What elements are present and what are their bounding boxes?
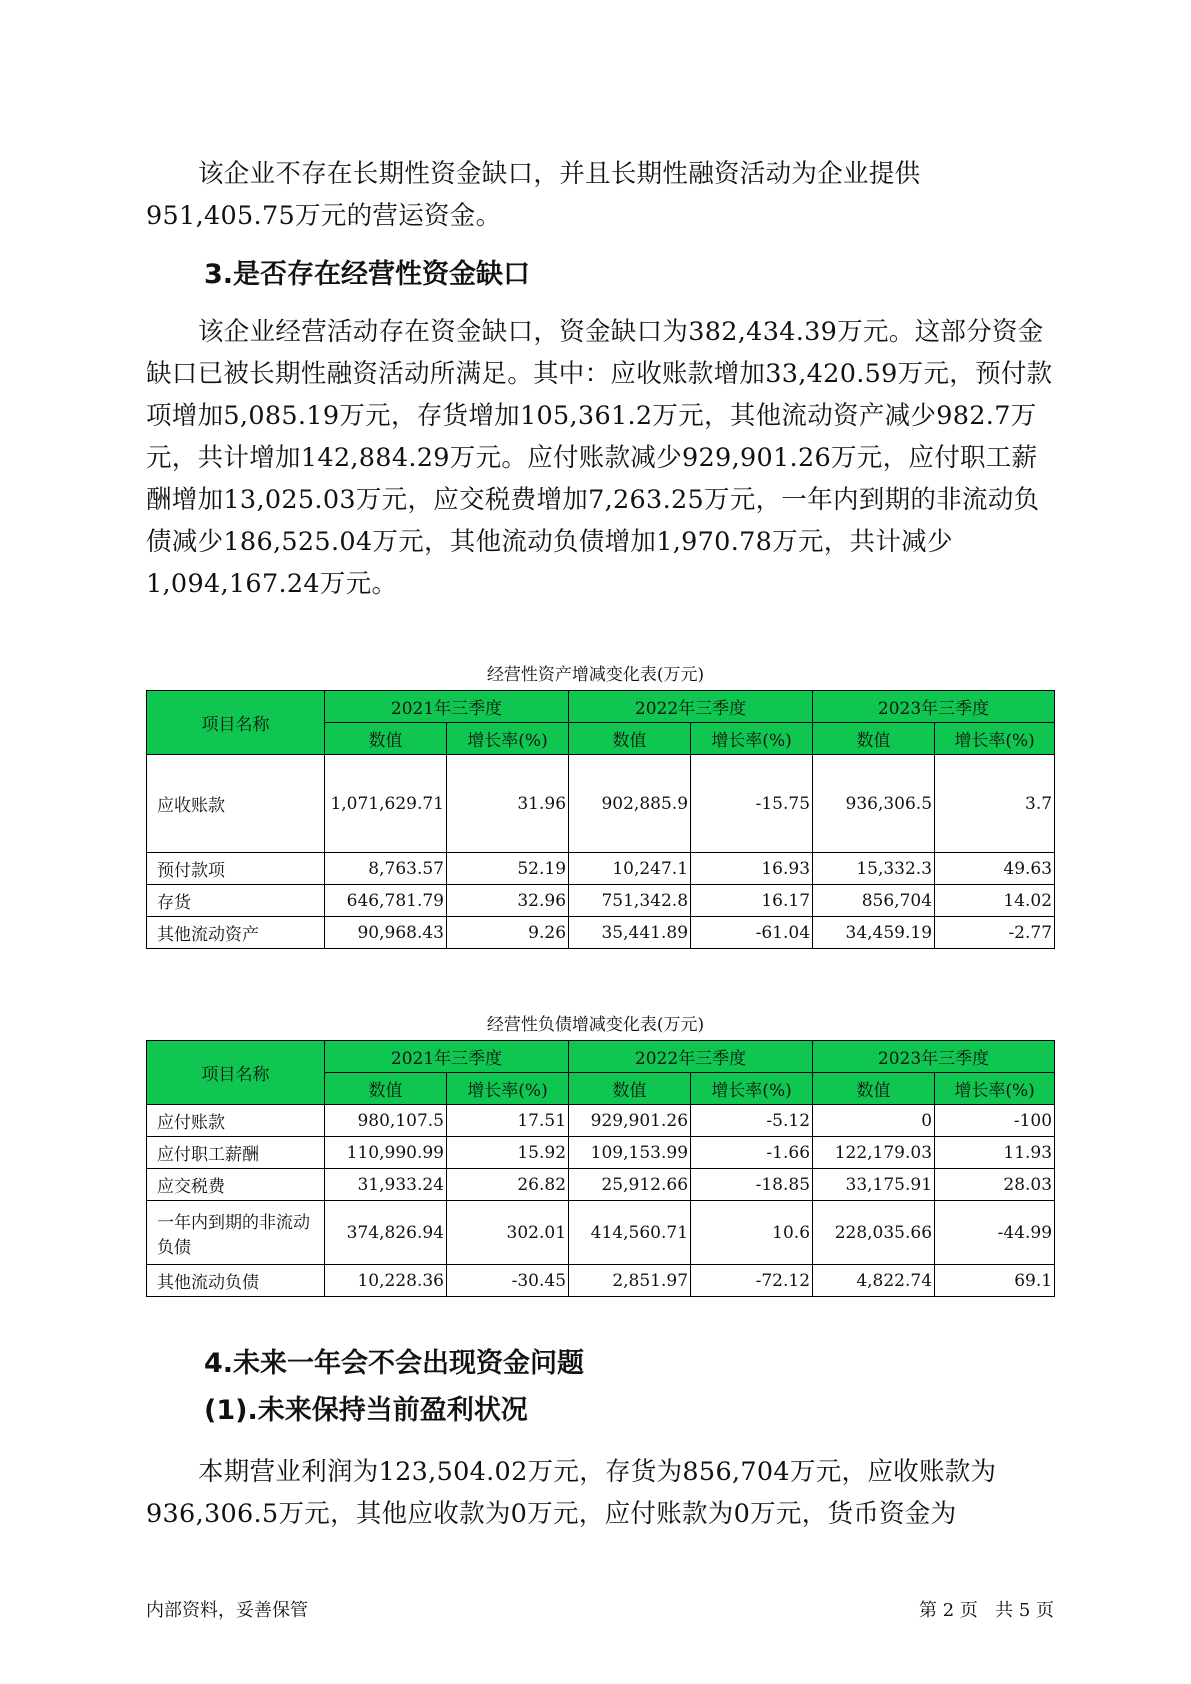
cell: 35,441.89: [569, 917, 691, 949]
cell: 52.19: [447, 853, 569, 885]
cell: 929,901.26: [569, 1105, 691, 1137]
table-row: [147, 1137, 1055, 1169]
row-name: 其他流动资产: [147, 917, 325, 949]
cell: 228,035.66: [813, 1201, 935, 1265]
row-name: 其他流动负债: [147, 1265, 325, 1297]
header-value: 数值: [325, 1073, 447, 1105]
cell: 122,179.03: [813, 1137, 935, 1169]
paragraph-long-term-financing: 该企业不存在长期性资金缺口，并且长期性融资活动为企业提供951,405.75万元的营运资金。: [146, 159, 921, 231]
cell: 10,247.1: [569, 853, 691, 885]
cell: 15.92: [447, 1137, 569, 1169]
header-value: 数值: [569, 723, 691, 755]
paragraph-operating-gap: 该企业经营活动存在资金缺口，资金缺口为382,434.39万元。这部分资金缺口已被长期性融资活动所满足。其中：应收账款增加33,420.59万元，预付款项增加5,085.19万元，存货增加105,361.2万元，其他流动资产减少982.7万元，共计增加142,884.29万元。应付账款减少929,901.26万元，应付职工薪酬增加13,025.03万元，应交税费增加7,263.25万元，一年内到期的非流动负债减少186,525.04万元，其他流动负债增加1,970.78万元，共计减少1,094,167.24万元。: [146, 317, 1053, 599]
header-period-2022: 2022年三季度: [569, 1041, 813, 1073]
row-name: 存货: [147, 885, 325, 917]
cell: 28.03: [935, 1169, 1055, 1201]
cell: 31.96: [447, 755, 569, 853]
table-row: [147, 755, 1055, 853]
cell: -100: [935, 1105, 1055, 1137]
header-growth: 增长率(%): [935, 723, 1055, 755]
cell: -1.66: [691, 1137, 813, 1169]
cell: 2,851.97: [569, 1265, 691, 1297]
cell: -30.45: [447, 1265, 569, 1297]
cell: 34,459.19: [813, 917, 935, 949]
asset-table-caption: 经营性资产增减变化表(万元): [486, 665, 705, 685]
header-value: 数值: [569, 1073, 691, 1105]
heading-current-profit: (1).未来保持当前盈利状况: [204, 1395, 528, 1426]
cell: 414,560.71: [569, 1201, 691, 1265]
header-growth: 增长率(%): [447, 723, 569, 755]
table-row: [147, 1169, 1055, 1201]
cell: 11.93: [935, 1137, 1055, 1169]
heading-future-funding: 4.未来一年会不会出现资金问题: [204, 1348, 585, 1379]
cell: 936,306.5: [813, 755, 935, 853]
cell: 109,153.99: [569, 1137, 691, 1169]
row-name: 应付账款: [147, 1105, 325, 1137]
liability-table-caption: 经营性负债增减变化表(万元): [486, 1015, 705, 1035]
header-item-name: 项目名称: [147, 1041, 325, 1105]
row-name: 应付职工薪酬: [147, 1137, 325, 1169]
cell: -15.75: [691, 755, 813, 853]
asset-change-table: [146, 690, 1055, 949]
cell: 9.26: [447, 917, 569, 949]
header-period-2022: 2022年三季度: [569, 691, 813, 723]
cell: -18.85: [691, 1169, 813, 1201]
header-item-name: 项目名称: [147, 691, 325, 755]
cell: 980,107.5: [325, 1105, 447, 1137]
cell: 110,990.99: [325, 1137, 447, 1169]
header-value: 数值: [813, 1073, 935, 1105]
cell: -72.12: [691, 1265, 813, 1297]
cell: 90,968.43: [325, 917, 447, 949]
cell: 33,175.91: [813, 1169, 935, 1201]
paragraph-operating-profit: 本期营业利润为123,504.02万元，存货为856,704万元，应收账款为936,306.5万元，其他应收款为0万元，应付账款为0万元，货币资金为: [146, 1457, 997, 1529]
liability-change-table: [146, 1040, 1055, 1297]
heading-operating-gap: 3.是否存在经营性资金缺口: [204, 259, 531, 290]
cell: 25,912.66: [569, 1169, 691, 1201]
table-row: [147, 853, 1055, 885]
header-period-2021: 2021年三季度: [325, 1041, 569, 1073]
cell: 16.93: [691, 853, 813, 885]
cell: -2.77: [935, 917, 1055, 949]
cell: 32.96: [447, 885, 569, 917]
cell: 15,332.3: [813, 853, 935, 885]
footer-page-number: 第 2 页 共 5 页: [919, 1600, 1054, 1621]
cell: 69.1: [935, 1265, 1055, 1297]
table-row: [147, 1201, 1055, 1265]
header-growth: 增长率(%): [691, 723, 813, 755]
cell: 17.51: [447, 1105, 569, 1137]
cell: 302.01: [447, 1201, 569, 1265]
cell: -61.04: [691, 917, 813, 949]
cell: -5.12: [691, 1105, 813, 1137]
cell: 3.7: [935, 755, 1055, 853]
cell: 16.17: [691, 885, 813, 917]
cell: 1,071,629.71: [325, 755, 447, 853]
header-period-2021: 2021年三季度: [325, 691, 569, 723]
cell: 646,781.79: [325, 885, 447, 917]
table-row: [147, 1105, 1055, 1137]
cell: 10,228.36: [325, 1265, 447, 1297]
table-row: [147, 885, 1055, 917]
cell: 49.63: [935, 853, 1055, 885]
cell: 10.6: [691, 1201, 813, 1265]
row-name: 应交税费: [147, 1169, 325, 1201]
header-growth: 增长率(%): [691, 1073, 813, 1105]
header-period-2023: 2023年三季度: [813, 691, 1055, 723]
table-row: [147, 1265, 1055, 1297]
cell: 26.82: [447, 1169, 569, 1201]
cell: 8,763.57: [325, 853, 447, 885]
cell: 4,822.74: [813, 1265, 935, 1297]
header-value: 数值: [813, 723, 935, 755]
header-value: 数值: [325, 723, 447, 755]
cell: 902,885.9: [569, 755, 691, 853]
row-name: 应收账款: [147, 755, 325, 853]
cell: 856,704: [813, 885, 935, 917]
table-row: [147, 917, 1055, 949]
header-growth: 增长率(%): [447, 1073, 569, 1105]
header-period-2023: 2023年三季度: [813, 1041, 1055, 1073]
cell: 374,826.94: [325, 1201, 447, 1265]
row-name: 一年内到期的非流动负债: [147, 1201, 325, 1265]
cell: 14.02: [935, 885, 1055, 917]
header-growth: 增长率(%): [935, 1073, 1055, 1105]
row-name: 预付款项: [147, 853, 325, 885]
cell: -44.99: [935, 1201, 1055, 1265]
cell: 0: [813, 1105, 935, 1137]
cell: 31,933.24: [325, 1169, 447, 1201]
footer-confidential: 内部资料，妥善保管: [146, 1600, 308, 1621]
cell: 751,342.8: [569, 885, 691, 917]
